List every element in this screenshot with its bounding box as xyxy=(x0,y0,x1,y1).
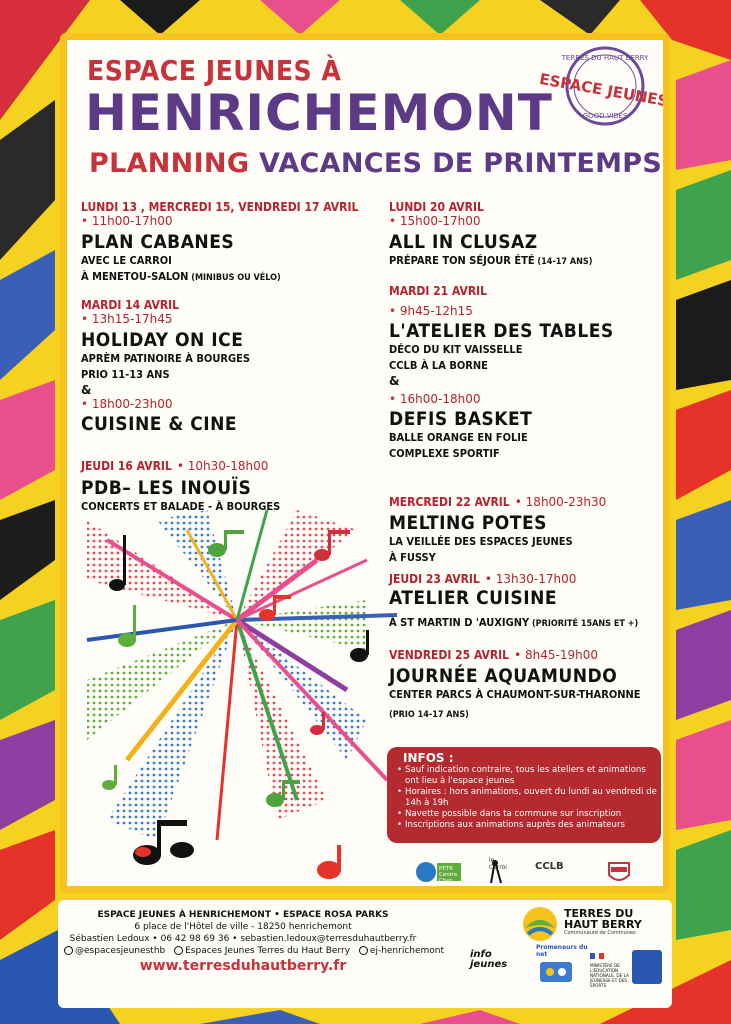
stamp-main-text: ESPACE JEUNES xyxy=(538,69,670,111)
carroi-logo: le Carroi xyxy=(481,857,509,889)
event-date-time: MERCREDI 22 AVRIL • 18h00-23h30 xyxy=(389,495,607,509)
event-time: • 15h00-17h00 xyxy=(389,214,481,228)
event-title: HOLIDAY ON ICE xyxy=(81,329,244,351)
infos-item: • Navette possible dans ta commune sur inscription xyxy=(397,809,659,820)
instagram-handle[interactable]: @espacesjeunesthb xyxy=(75,946,166,956)
info-jeunes-logo: info jeunes xyxy=(470,949,508,970)
footer-address-title: ESPACE JEUNES À HENRICHEMONT • ESPACE ROSA PARKS xyxy=(97,910,389,920)
event-date: MARDI 21 AVRIL xyxy=(389,284,488,298)
header-vacances: VACANCES DE PRINTEMPS xyxy=(249,148,663,179)
event-detail: CENTER PARCS À CHAUMONT-SUR-THARONNE xyxy=(389,688,641,701)
header-town: HENRICHEMONT xyxy=(85,84,553,142)
infos-item: • Sauf indication contraire, tous les ateliers et animations ont lieu à l'espace jeunes xyxy=(397,765,659,787)
footer xyxy=(58,900,672,1008)
event-detail: À ST MARTIN D 'AUXIGNY (PRIORITÉ 15ANS ET +) xyxy=(389,616,639,629)
event-holiday-on-ice xyxy=(81,298,381,435)
event-date-time: JEUDI 16 AVRIL • 10h30-18h00 xyxy=(81,459,269,473)
event-melting-potes xyxy=(389,491,669,566)
partner-logos xyxy=(415,855,655,891)
contact-handle[interactable]: ej-henrichemont xyxy=(369,946,445,956)
event-detail: AVEC LE CARROI xyxy=(81,254,172,267)
event-detail: À MENETOU-SALON (MINIBUS OU VÉLO) xyxy=(81,270,281,283)
header-planning xyxy=(89,148,662,179)
event-detail: LA VEILLÉE DES ESPACES JEUNES xyxy=(389,535,573,548)
event-aquamundo xyxy=(389,644,669,723)
infos-item: • Horaires : hors animations, ouvert du lundi au vendredi de 14h à 19h xyxy=(397,787,659,809)
event-detail: PRIO 11-13 ANS xyxy=(81,368,170,381)
event-detail: APRÈM PATINOIRE À BOURGES xyxy=(81,352,250,365)
infos-list xyxy=(397,765,659,831)
event-date: MARDI 14 AVRIL xyxy=(81,298,180,312)
event-title: PDB– LES INOUÏS xyxy=(81,477,252,499)
instagram-icon xyxy=(64,946,73,955)
caf-logo xyxy=(632,950,662,984)
promeneurs-du-net-logo: Promeneurs du net xyxy=(536,944,588,984)
event-time: • 13h15-17h45 xyxy=(81,312,173,326)
brand-tagline: Communauté de Communes xyxy=(564,930,636,936)
infos-item: • Inscriptions aux animations auprès des animateurs xyxy=(397,820,659,831)
user-icon xyxy=(359,946,368,955)
event-title: L'ATELIER DES TABLES xyxy=(389,320,614,342)
event-detail: PRÉPARE TON SÉJOUR ÉTÉ (14-17 ANS) xyxy=(389,254,593,267)
event-detail: (PRIO 14-17 ANS) xyxy=(389,710,469,720)
brand-name: TERRES DU HAUT BERRY xyxy=(564,907,642,931)
event-title: ALL IN CLUSAZ xyxy=(389,231,538,253)
event-atelier-tables xyxy=(389,284,669,462)
footer-social xyxy=(64,946,445,956)
event-date: LUNDI 20 AVRIL xyxy=(389,200,484,214)
event-plan-cabanes xyxy=(81,200,381,286)
ampersand: & xyxy=(81,383,92,397)
event-title: ATELIER CUISINE xyxy=(389,587,558,609)
event-time: • 11h00-17h00 xyxy=(81,214,173,228)
event-date-time: JEUDI 23 AVRIL • 13h30-17h00 xyxy=(389,572,577,586)
cclb-logo: CCLB xyxy=(535,861,564,872)
header-line1: ESPACE JEUNES À xyxy=(87,54,342,87)
event-title: PLAN CABANES xyxy=(81,231,235,253)
event-all-in-clusaz xyxy=(389,200,669,270)
footer-address: 6 place de l'Hôtel de ville - 18250 henrichemont xyxy=(134,922,352,932)
event-time: • 18h00-23h00 xyxy=(81,397,173,411)
event-detail: CCLB À LA BORNE xyxy=(389,359,488,372)
event-date-time: VENDREDI 25 AVRIL • 8h45-19h00 xyxy=(389,648,599,662)
event-detail: DÉCO DU KIT VAISSELLE xyxy=(389,343,523,356)
event-time: • 16h00-18h00 xyxy=(389,392,481,406)
header-planning-word: PLANNING xyxy=(89,148,250,179)
event-detail: BALLE ORANGE EN FOLIE xyxy=(389,431,528,444)
event-detail: COMPLEXE SPORTIF xyxy=(389,447,500,460)
event-title: DEFIS BASKET xyxy=(389,408,533,430)
event-title: CUISINE & CINE xyxy=(81,413,238,435)
event-detail: CONCERTS ET BALADE - À BOURGES xyxy=(81,500,281,513)
stamp-bottom-text: GOOD VIBES xyxy=(582,112,628,120)
event-atelier-cuisine xyxy=(389,568,669,632)
poster-card xyxy=(60,33,670,893)
event-title: JOURNÉE AQUAMUNDO xyxy=(389,665,618,687)
event-detail: À FUSSY xyxy=(389,551,436,564)
ministere-logo: MINISTÈRE DE L'ÉDUCATION NATIONALE, DE LA JEUNESSE ET DES SPORTS xyxy=(590,944,630,988)
terres-du-haut-berry-logo xyxy=(520,904,670,944)
event-pdb-inouis xyxy=(81,455,381,515)
facebook-icon xyxy=(174,946,183,955)
stamp-top-text: TERRES DU HAUT BERRY xyxy=(561,54,649,62)
website-link[interactable]: www.terresduhautberry.fr xyxy=(139,958,347,974)
infos-box xyxy=(387,747,661,843)
infos-title: INFOS : xyxy=(403,751,454,765)
town-crest-logo xyxy=(605,859,633,889)
petr-logo: PETR Centre Cher xyxy=(415,859,463,887)
ampersand: & xyxy=(389,374,400,388)
espace-jeunes-stamp xyxy=(523,40,670,140)
event-date: LUNDI 13 , MERCREDI 15, VENDREDI 17 AVRIL xyxy=(81,200,359,214)
facebook-page[interactable]: Espaces Jeunes Terres du Haut Berry xyxy=(185,946,351,956)
footer-contact: Sébastien Ledoux • 06 42 98 69 36 • sebastien.ledoux@terresduhautberry.fr xyxy=(69,934,417,944)
event-title: MELTING POTES xyxy=(389,512,547,534)
event-time: • 9h45-12h15 xyxy=(389,304,473,318)
